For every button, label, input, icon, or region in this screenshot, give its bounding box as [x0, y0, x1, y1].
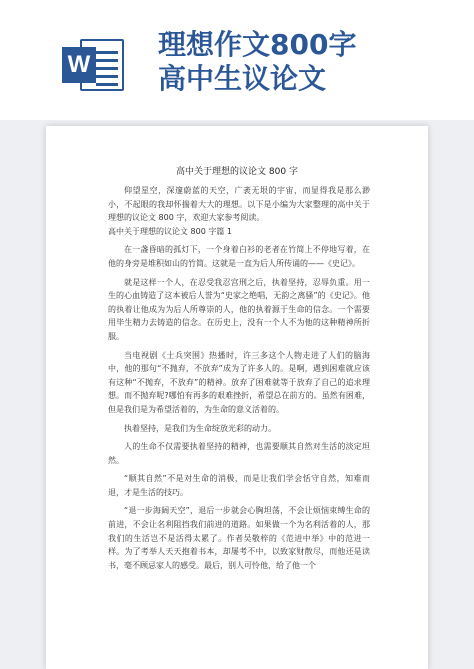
- document-page: [46, 126, 428, 669]
- paragraph: “退一步海阔天空”，退后一步就会心胸坦荡，不会让烦恼束缚生命的前进，不会让名利阻挡我们前进的道路。如果做一个为名利活着的人，那我们的生活岂不是活得太累了。作者吴敬梓的《范进中举》中的范进一样。为了考举人天天抱着书本，却屡考不中，以致家财散尽，而他还是读书，毫不顾忌家人的感受。最后，别人可怜他，给了他一个: [108, 506, 370, 570]
- document-body: [108, 184, 370, 572]
- paragraph: 执着坚持，是我们为生命绽放光彩的动力。: [124, 423, 276, 433]
- header-banner: [0, 0, 474, 120]
- section-heading: 高中关于理想的议论文 800 字篇 1: [108, 226, 232, 236]
- paragraph: 人的生命不仅需要执着坚持的精神，也需要顺其自然对生活的淡定坦然。: [108, 442, 370, 465]
- word-badge: W: [62, 47, 96, 83]
- word-document-icon: [62, 37, 126, 93]
- banner-title-line-1: 理想作文800字: [158, 28, 357, 61]
- paragraph: “顺其自然”不是对生命的消极，而是让我们学会恬守自然，知难而退，才是生活的技巧。: [108, 474, 370, 497]
- banner-title: [158, 28, 468, 96]
- paragraph: 就是这样一个人，在忍受我忍宫刑之后，执着坚持，忍辱负重。用一生的心血铸造了这本被后人誉为“史家之绝唱，无韵之离骚”的《史记》。他的执着让他成为为后人所尊崇的人，他的执着源于生命的信念。一个需要用毕生精力去铸造的信念。在历史上，没有一个人不为他的这种精神所折服。: [108, 277, 370, 341]
- banner-title-line-2: 高中生议论文: [158, 62, 327, 95]
- paragraph-intro: 仰望星空，深邃蔚蓝的天空，广袤无垠的宇宙，而显得我是那么渺小，不起眼的我却怀揣着大大的理想。以下是小编为大家整理的高中关于理想的议论文 800 字，欢迎大家参考阅读。: [108, 186, 370, 223]
- paragraph: 当电视剧《士兵突围》热播时，许三多这个人物走进了人们的脑海中，他的那句“不抛弃，不放弃”成为了许多人的。是啊，遇到困难就应该有这种“不抛弃，不放弃”的精神。放弃了困难就等于放弃了自己的追求理想。而不抛弃呢?哪怕有再多的艰难挫折，希望总在前方的。虽然有困难，但是我们是为希望活着的，为生命的意义活着的。: [108, 350, 370, 414]
- document-title: 高中关于理想的议论文 800 字: [176, 167, 298, 177]
- paragraph: 在一盏昏暗的孤灯下，一个身着白衫的老者在竹简上不停地写着，在他的身旁是堆积如山的竹简。这就是一直为后人所传诵的——《史记》。: [108, 245, 370, 268]
